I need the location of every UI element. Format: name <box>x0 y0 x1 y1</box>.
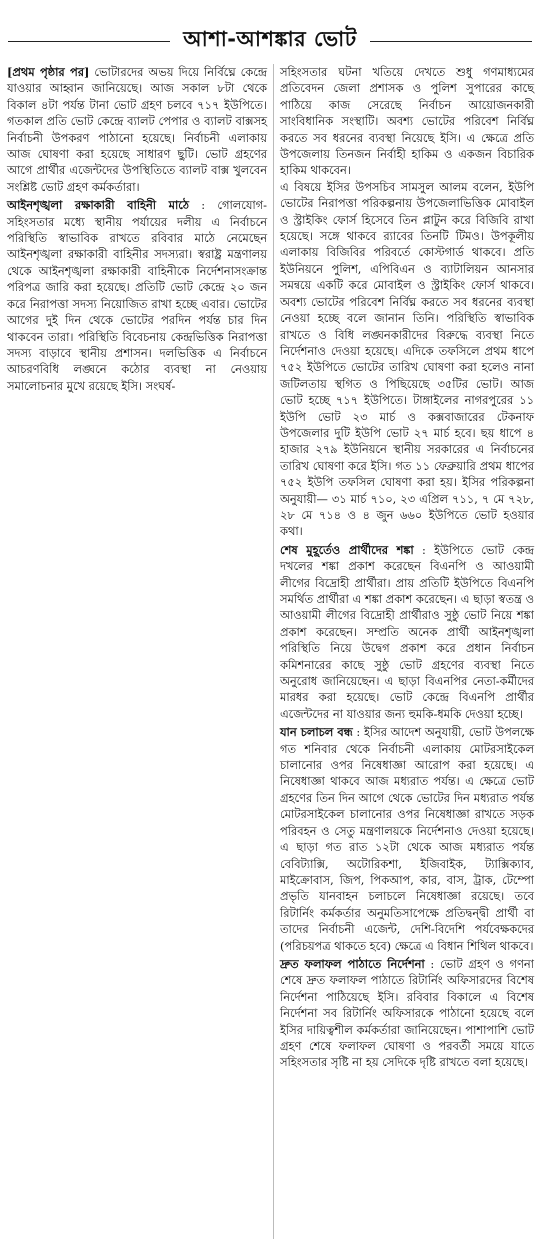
section-title: দ্রুত ফলাফল পাঠাতে নির্দেশনা <box>280 956 425 971</box>
lead-paragraph <box>7 64 267 195</box>
body-paragraph: এ বিষয়ে ইসির উপসচিব সামসুল আলম বলেন, ইউপি ভোটের নিরাপত্তা পরিকল্পনায় উপজেলাভিত্তিক মোবাইল ও স্ট্রাইকিং ফোর্স হিসেবে তিন প্লাটুন করে বিজিবি রাখা হয়েছে। সঙ্গে থাকবে র‌্যাবের তিনটি টিমও। উপকূলীয় এলাকায় বিজিবির পরিবর্তে কোস্টগার্ড থাকবে। প্রতি ইউনিয়নে পুলিশ, এপিবিএন ও ব্যাটালিয়ন আনসার সমন্বয়ে একটি করে মোবাইল ও স্ট্রাইকিং ফোর্স থাকবে। অবশ্য ভোটের পরিবেশ নির্বিঘ্ন করতে সব ধরনের ব্যবস্থা নেওয়া হচ্ছে বলে জানান তিনি। পরিস্থিতি স্বাভাবিক রাখতে ও বিধি লঙ্ঘনকারীদের বিরুদ্ধে ব্যবস্থা নিতে নির্দেশনাও দেওয়া হয়েছে। এদিকে তফসিলে প্রথম ধাপে ৭৫২ ইউপিতে ভোটের তারিখ ঘোষণা করা হলেও নানা জটিলতায় স্থগিত ও পিছিয়েছে ৩৫টির ভোট। আজ ভোট হচ্ছে ৭১৭ ইউপিতে। টাঙ্গাইলের নাগরপুরের ১১ ইউপি ভোট ২৩ মার্চ ও কক্সবাজারের টেকনাফ উপজেলার দুটি ইউপি ভোট ২৭ মার্চ হবে। ছয় ধাপে ৪ হাজার ২৭৯ ইউনিয়নে স্থানীয় সরকারের এ নির্বাচনের তারিখ ঘোষণা করে ইসি। গত ১১ ফেব্রুয়ারি প্রথম ধাপের ৭৫২ ইউপি তফসিল ঘোষণা করা হয়। ইসির পরিকল্পনা অনুযায়ী— ৩১ মার্চ ৭১০, ২৩ এপ্রিল ৭১১, ৭ মে ৭২৮, ২৮ মে ৭১৪ ও ৪ জুন ৬৬০ ইউপিতে ভোট হওয়ার কথা। <box>280 179 534 539</box>
section-text: : ভোট গ্রহণ ও গণনা শেষে দ্রুত ফলাফল পাঠাতে রিটার্নিং অফিসারদের বিশেষ নির্দেশনা পাঠিয়েছে ইসি। রবিবার বিকালে এ বিশেষ নির্দেশনা সব রিটার্নিং অফিসারকে পাঠানো হয়েছে বলে ইসির দায়িত্বশীল কর্মকর্তারা জানিয়েছেন। পাশাপাশি ভোট গ্রহণ শেষে ফলাফল ঘোষণা ও পরবর্তী সময়ে যাতে সহিংসতার সৃষ্টি না হয় সেদিকে দৃষ্টি রাখতে বলা হয়েছে। <box>280 956 534 1070</box>
right-column <box>280 64 534 1071</box>
section-title: শেষ মুহূর্তেও প্রার্থীদের শঙ্কা <box>280 542 414 557</box>
section-title: যান চলাচল বন্ধ <box>280 725 353 740</box>
section-text: : ইসির আদেশ অনুযায়ী, ভোট উপলক্ষে গত শনিবার থেকে নির্বাচনী এলাকায় মোটরসাইকেল চালানোর ওপর নিষেধাজ্ঞা আরোপ করা হয়েছে। এ নিষেধাজ্ঞা থাকবে আজ মধ্যরাত পর্যন্ত। এ ক্ষেত্রে ভোট গ্রহণের তিন দিন আগে থেকে ভোটের দিন মধ্যরাত পর্যন্ত মোটরসাইকেল চালানোর ওপর নিষেধাজ্ঞা রাখতে সড়ক পরিবহন ও সেতু মন্ত্রণালয়কে নির্দেশনাও দেওয়া হয়েছে। এ ছাড়া গত রাত ১২টা থেকে আজ মধ্যরাত পর্যন্ত বেবিট্যাক্সি, অটোরিকশা, ইজিবাইক, ট্যাক্সিক্যাব, মাইক্রোবাস, জিপ, পিকআপ, কার, বাস, ট্রাক, টেম্পো প্রভৃতি যানবাহন চলাচলে নিষেধাজ্ঞা রয়েছে। তবে রিটার্নিং কর্মকর্তার অনুমতিসাপেক্ষে প্রতিদ্বন্দ্বী প্রার্থী বা তাদের নির্বাচনী এজেন্ট, দেশি-বিদেশি পর্যবেক্ষকদের (পরিচয়পত্র থাকতে হবে) ক্ষেত্রে এ বিধান শিথিল থাকবে। <box>280 725 534 953</box>
section-traffic-ban <box>280 724 534 954</box>
column-divider <box>273 64 274 1239</box>
section-candidate-fears <box>280 542 534 722</box>
lead-text: ভোটারদের অভয় দিয়ে নির্বিঘ্নে কেন্দ্রে যাওয়ার আহ্বান জানিয়েছে। আজ সকাল ৮টা থেকে বিকাল ৪টা পর্যন্ত টানা ভোট গ্রহণ চলবে ৭১৭ ইউপিতে। গতকাল প্রতি ভোট কেন্দ্রে ব্যালট পেপার ও ব্যালট বাক্সসহ নির্বাচনী উপকরণ পাঠানো হয়েছে। নির্বাচনী এলাকায় আজ ঘোষণা করা হয়েছে সাধারণ ছুটি। ভোট গ্রহণের আগে প্রার্থীর এজেন্টদের উপস্থিতিতে ব্যালট বাক্স খুলবেন সংশ্লিষ্ট ভোট গ্রহণ কর্মকর্তারা। <box>7 65 267 194</box>
section-fast-results <box>280 956 534 1071</box>
body-paragraph: সহিংসতার ঘটনা খতিয়ে দেখতে শুধু গণমাধ্যমের প্রতিবেদন জেলা প্রশাসক ও পুলিশ সুপারের কাছে পাঠিয়ে কাজ সেরেছে নির্বাচন আয়োজনকারী সাংবিধানিক সংস্থাটি। অবশ্য ভোটের পরিবেশ নির্বিঘ্ন করতে সব ধরনের ব্যবস্থা নিয়েছে ইসি। এ ক্ষেত্রে প্রতি উপজেলায় তিনজন নির্বাহী হাকিম ও একজন বিচারিক হাকিম থাকবেন। <box>280 65 534 178</box>
section-title: আইনশৃঙ্খলা রক্ষাকারী বাহিনী মাঠে <box>7 198 189 213</box>
section-law-enforcement <box>7 197 267 394</box>
section-text: : গোলযোগ-সহিংসতার মধ্যে স্থানীয় পর্যায়ের দলীয় এ নির্বাচনে পরিস্থিতি স্বাভাবিক রাখতে রবিবার মাঠে নেমেছেন আইনশৃঙ্খলা রক্ষাকারী বাহিনীর সদস্যরা। স্বরাষ্ট্র মন্ত্রণালয় থেকে আইনশৃঙ্খলা রক্ষাকারী বাহিনীকে নির্দেশনাসংক্রান্ত পরিপত্র জারি করা হয়েছে। প্রতিটি ভোট কেন্দ্রে ২০ জন করে নিরাপত্তা সদস্য নিয়োজিত রাখা হচ্ছে এবার। ভোটের আগের দুই দিন থেকে ভোটের পরদিন পর্যন্ত চার দিন থাকবেন তারা। পরিস্থিতি বিবেচনায় কেন্দ্রভিত্তিক নিরাপত্তা সদস্য বাড়াবে স্থানীয় প্রশাসন। দলভিত্তিক এ নির্বাচনে আচরণবিধি লঙ্ঘনে কঠোর ব্যবস্থা না নেওয়ায় সমালোচনার মুখে রয়েছে ইসি। সংঘর্ষ- <box>7 198 267 393</box>
left-column <box>7 64 267 394</box>
page-headline: আশা-আশঙ্কার ভোট <box>170 20 370 58</box>
section-text: : ইউপিতে ভোট কেন্দ্র দখলের শঙ্কা প্রকাশ করেছেন বিএনপি ও আওয়ামী লীগের বিদ্রোহী প্রার্থীরা। প্রায় প্রতিটি ইউপিতে বিএনপি সমর্থিত প্রার্থীরা এ শঙ্কা প্রকাশ করেছেন। এ ছাড়া স্বতন্ত্র ও আওয়ামী লীগের বিদ্রোহী প্রার্থীরাও সুষ্ঠু ভোট নিয়ে শঙ্কা প্রকাশ করেছেন। সম্প্রতি অনেক প্রার্থী আইনশৃঙ্খলা পরিস্থিতি নিয়ে উদ্বেগ প্রকাশ করে প্রধান নির্বাচন কমিশনারের কাছে সুষ্ঠু ভোট গ্রহণের ব্যবস্থা নিতে অনুরোধ জানিয়েছেন। এ ছাড়া বিএনপির নেতা-কর্মীদের মারধর করা হয়েছে। ভোট কেন্দ্রে বিএনপি প্রার্থীর এজেন্টদের না যাওয়ার জন্য হুমকি-ধমকি দেওয়া হচ্ছে। <box>280 542 535 721</box>
headline-bar <box>0 0 540 60</box>
jump-line: [প্রথম পৃষ্ঠার পর] <box>7 65 90 79</box>
